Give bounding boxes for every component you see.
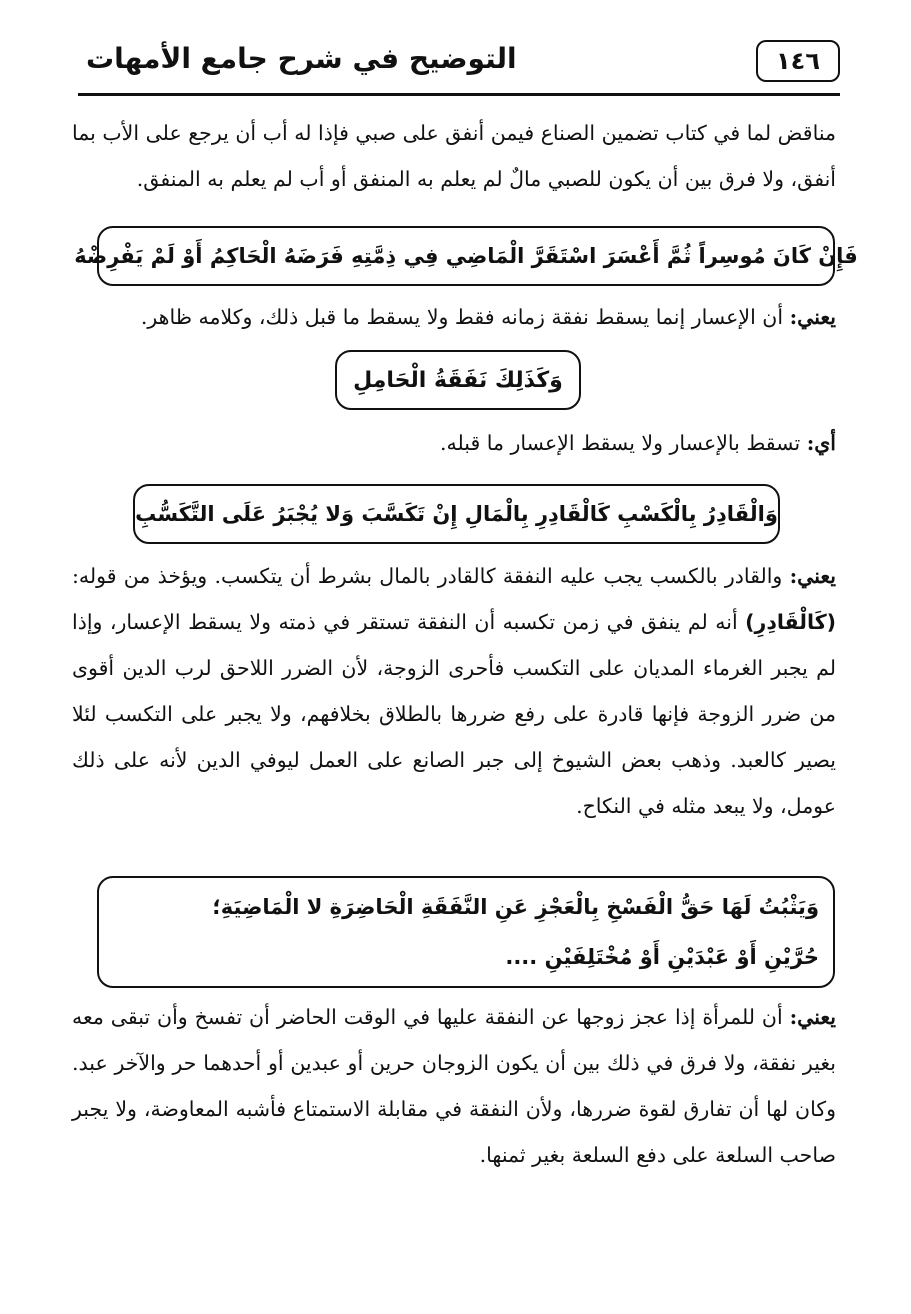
paragraph-text: أن للمرأة إذا عجز زوجها عن النفقة عليها في الوقت الحاضر أن تفسخ وأن تبقى معه بغير نفقة، ولا فرق في ذلك بين أن يكون الزوجان حرين أو عبدين أو أحدهما حر والآخر عبد. وكان لها أن تفارق لقوة ضررها، ولأن النفقة في مقابلة الاستمتاع فأشبه المعاوضة، ولا يجبر صاحب السلعة على دفع السلعة بغير ثمنها. xyxy=(72,1005,836,1167)
matn-box-4 xyxy=(97,876,835,988)
matn-box-2 xyxy=(335,350,581,410)
paragraph-text: والقادر بالكسب يجب عليه النفقة كالقادر بالمال بشرط أن يتكسب. ويؤخذ من قوله: xyxy=(72,564,790,588)
matn-box-1 xyxy=(74,226,858,286)
matn-text: وَكَذَلِكَ نَفَقَةُ الْحَامِلِ xyxy=(353,367,563,393)
paragraph-text: أنه لم ينفق في زمن تكسبه أن النفقة تستقر في ذمته ولا يسقط الإعسار، وإذا لم يجبر الغرماء المديان على التكسب فأحرى الزوجة، لأن الضرر اللاحق لرب الدين أقوى من ضرر الزوجة فإنها قادرة على رفع ضررها بالطلاق بخلافهم، ولا يجبر على التكسب لئلا يصير كالعبد. وذهب بعض الشيوخ إلى جبر الصانع على العمل ليوفي الدين لأنه على ذلك عومل، ولا يبعد مثله في النكاح. xyxy=(72,610,836,818)
commentary-paragraph-2 xyxy=(72,294,836,340)
matn-box-3 xyxy=(133,484,780,544)
page-number: ١٤٦ xyxy=(756,40,840,82)
paragraph-text: تسقط بالإعسار ولا يسقط الإعسار ما قبله. xyxy=(439,431,807,455)
commentary-paragraph-4 xyxy=(72,553,836,829)
lead-word: يعني: xyxy=(789,1005,836,1029)
paragraph-text: أن الإعسار إنما يسقط نفقة زمانه فقط ولا يسقط ما قبل ذلك، وكلامه ظاهر. xyxy=(140,305,790,329)
matn-text: فَإِنْ كَانَ مُوسِراً ثُمَّ أَعْسَرَ اسْتَقَرَّ الْمَاضِي فِي ذِمَّتِهِ فَرَضَهُ الْحَاكِمُ أَوْ لَمْ يَفْرِضْهُ xyxy=(74,244,858,268)
page-header xyxy=(78,38,840,96)
running-title: التوضيح في شرح جامع الأمهات xyxy=(86,42,517,75)
matn-line-1: وَيَثْبُتُ لَهَا حَقُّ الْفَسْخِ بِالْعَجْزِ عَنِ النَّفَقَةِ الْحَاضِرَةِ لا الْمَاضِيَةِ؛ xyxy=(212,895,819,919)
commentary-paragraph-3 xyxy=(72,420,836,466)
matn-text: وَالْقَادِرُ بِالْكَسْبِ كَالْقَادِرِ بِالْمَالِ إِنْ تَكَسَّبَ وَلا يُجْبَرُ عَلَى التَّكَسُّبِ xyxy=(135,502,778,526)
commentary-paragraph-1 xyxy=(72,110,836,202)
lead-word: أي: xyxy=(806,431,836,455)
paragraph-text: مناقض لما في كتاب تضمين الصناع فيمن أنفق على صبي فإذا له أب أن يرجع على الأب بما أنفق، ولا فرق بين أن يكون للصبي مالٌ لم يعلم به المنفق أو أب لم يعلم به المنفق. xyxy=(72,121,836,191)
matn-line-2: حُرَّيْنِ أَوْ عَبْدَيْنِ أَوْ مُخْتَلِفَيْنِ .... xyxy=(505,945,819,969)
lead-word: يعني: xyxy=(789,564,836,588)
lead-word: يعني: xyxy=(789,305,836,329)
header-rule xyxy=(78,93,840,96)
matn-quote: (كَالْقَادِرِ) xyxy=(745,610,836,634)
commentary-paragraph-5 xyxy=(72,994,836,1178)
